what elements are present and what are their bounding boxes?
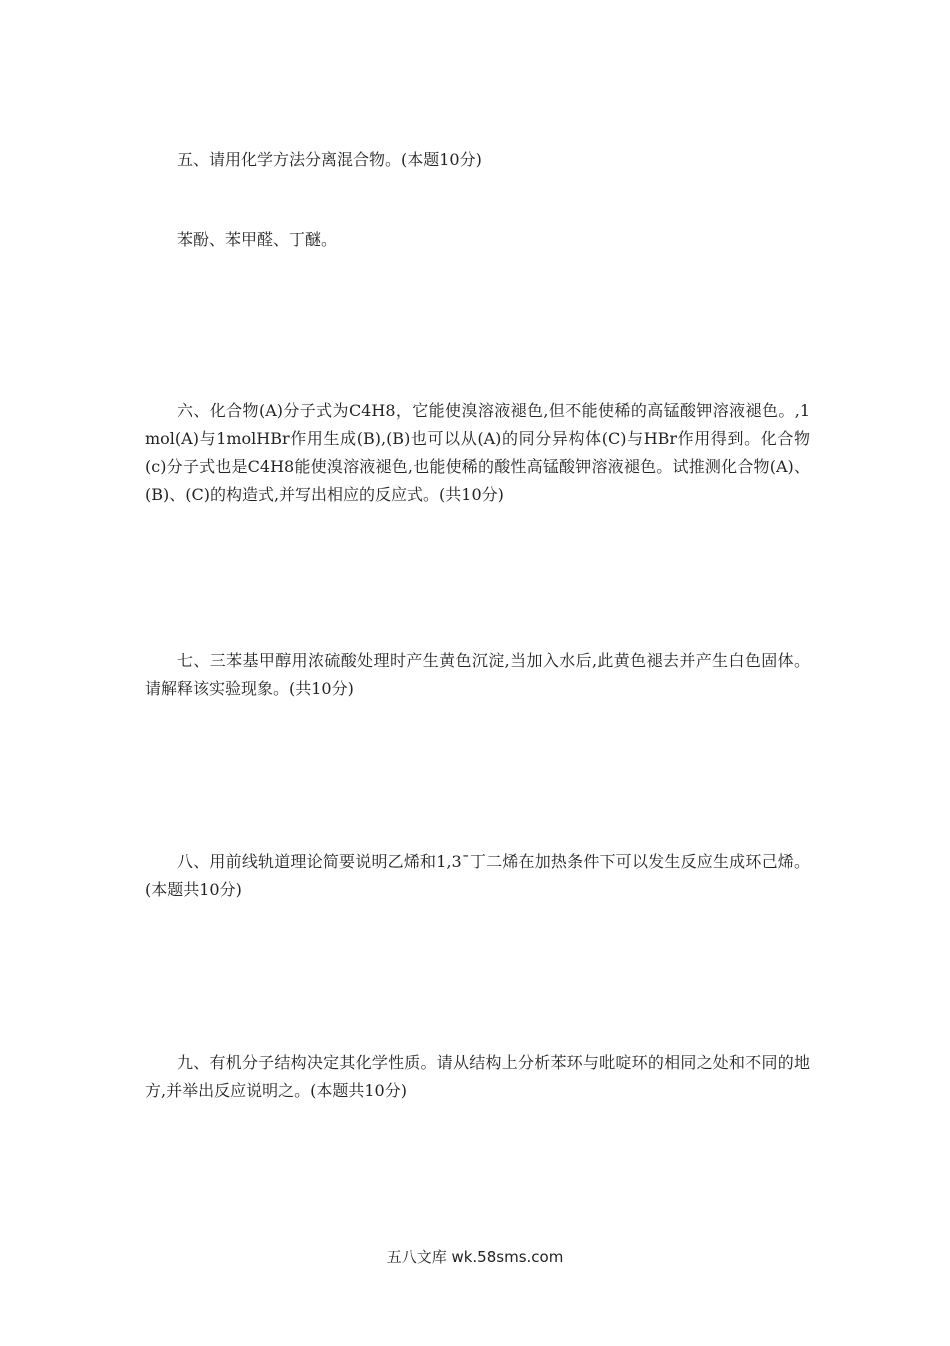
question-9: 九、有机分子结构决定其化学性质。请从结构上分析苯环与吡啶环的相同之处和不同的地方,并举出反应说明之。(本题共10分)	[145, 1053, 810, 1100]
question-5-detail: 苯酚、苯甲醛、丁醚。	[177, 230, 338, 249]
question-6: 六、化合物(A)分子式为C4H8，它能使溴溶液褪色,但不能使稀的高锰酸钾溶液褪色。,1mol(A)与1molHBr作用生成(B),(B)也可以从(A)的同分异构体(C)与HBr作用得到。化合物(c)分子式也是C4H8能使溴溶液褪色,也能使稀的酸性高锰酸钾溶液褪色。试推测化合物(A)、(B)、(C)的构造式,并写出相应的反应式。(共10分)	[145, 401, 810, 504]
question-5: 五、请用化学方法分离混合物。(本题10分)	[177, 150, 482, 169]
page-footer: 五八文库 wk.58sms.com	[386, 1248, 564, 1266]
question-7: 七、三苯基甲醇用浓硫酸处理时产生黄色沉淀,当加入水后,此黄色褪去并产生白色固体。请解释该实验现象。(共10分)	[145, 651, 810, 698]
question-8: 八、用前线轨道理论简要说明乙烯和1,3ˉ丁二烯在加热条件下可以发生反应生成环己烯。(本题共10分)	[145, 852, 810, 899]
